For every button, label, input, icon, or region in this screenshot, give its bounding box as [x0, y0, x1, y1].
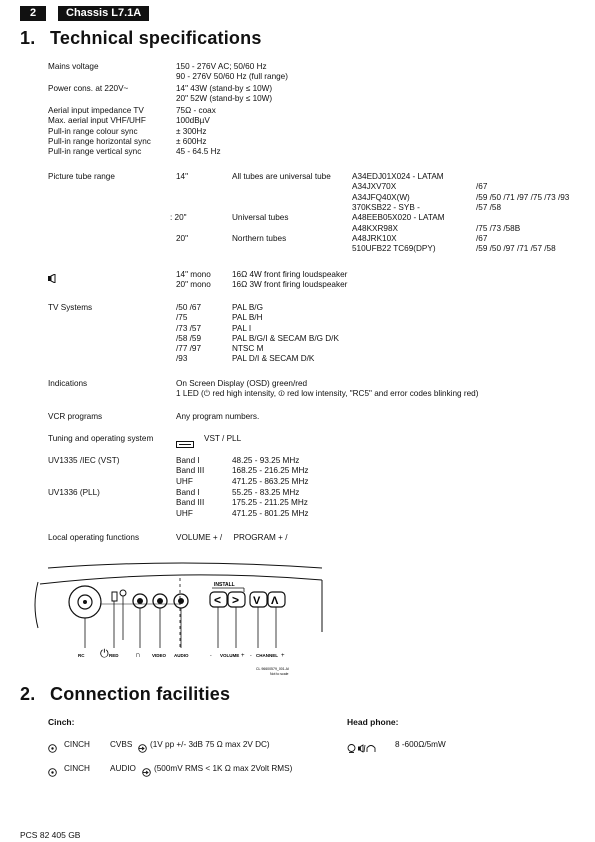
tube-cell-type: 370KSB22 - SYB -	[352, 202, 420, 212]
chassis-title: Chassis L7.1A	[58, 6, 149, 21]
tube-cell-variants: /59 /50 /97 /71 /57 /58	[476, 244, 556, 254]
uv1336-label: UV1336 (PLL)	[48, 488, 100, 497]
power-icon: ⏻	[100, 648, 109, 660]
local-ops-label: Local operating functions	[48, 533, 140, 542]
aerial-values: 75Ω - coax 100dBµV ± 300Hz ± 600Hz 45 - 64.5 Hz	[176, 106, 221, 157]
svg-text:V: V	[253, 595, 261, 607]
cinch-name: CINCH	[64, 764, 90, 773]
tube-cell-type: A34EDJ01X024 - LATAM	[352, 172, 444, 181]
front-panel-diagram	[30, 560, 330, 682]
vcr-label: VCR programs	[48, 412, 103, 421]
aerial-labels: Aerial input impedance TV Max. aerial input VHF/UHF Pull-in range colour sync Pull-in range horizontal sync Pull-in range vertical sync	[48, 106, 151, 157]
power-cons-value: 14" 43W (stand-by ≤ 10W) 20" 52W (stand-by ≤ 10W)	[176, 84, 273, 104]
cinch-spec: (1V pp +/- 3dB 75 Ω max 2V DC)	[150, 740, 270, 749]
diagram-ref: CL 96600579_001.AI	[256, 667, 289, 671]
cinch-jack-icon	[48, 740, 57, 758]
indications-values: On Screen Display (OSD) green/red 1 LED (⏻ red high intensity, ⏼ red low intensity, "RC5" and error codes blinking red)	[176, 379, 479, 399]
callout-video: VIDEO	[152, 653, 167, 658]
callout-volume: VOLUME	[220, 653, 240, 658]
tube-cell-type: 510UFB22 TC69(DPY)	[352, 244, 436, 254]
tube-cell-type: A34JXV70X	[352, 182, 397, 192]
section-number: 1.	[20, 28, 36, 48]
callout-channel: CHANNEL	[256, 653, 278, 658]
headphone-spec: 8 -600Ω/5mW	[395, 740, 446, 749]
headphone-heading: Head phone:	[347, 717, 399, 727]
tube-cell-type: A34JFQ40X(W)	[352, 192, 410, 202]
tube-cell-variants: /75 /73 /58B	[476, 223, 521, 233]
tube-cell-variants: /67	[476, 182, 488, 192]
cinch-name: CINCH	[64, 740, 90, 749]
tube-cell-size: : 20"	[170, 213, 187, 223]
tuning-value: VST / PLL	[204, 434, 242, 443]
power-cons-label: Power cons. at 220V~	[48, 84, 129, 93]
local-ops-value: VOLUME + / PROGRAM + /	[176, 533, 288, 542]
vcr-value: Any program numbers.	[176, 412, 260, 421]
cinch-spec: (500mV RMS < 1K Ω max 2Volt RMS)	[154, 764, 293, 773]
red-led	[120, 590, 126, 596]
tube-cell-variants: /59 /50 /71 /97 /75 /73 /93	[476, 192, 570, 202]
mains-voltage-value: 150 - 276V AC; 50/60 Hz 90 - 276V 50/60 Hz (full range)	[176, 62, 288, 82]
tube-cell-type: A48JRK10X	[352, 233, 397, 243]
uv1335-label: UV1335 /IEC (VST)	[48, 456, 120, 465]
tube-cell-type: A48EEB05X020 - LATAM	[352, 213, 445, 223]
tube-cell-type: A48KXR98X	[352, 223, 398, 233]
tuner-icon	[176, 435, 194, 453]
mains-voltage-label: Mains voltage	[48, 62, 99, 71]
tv-systems-codes: /50 /67 /75 /73 /57 /58 /59 /77 /97 /93	[176, 303, 202, 364]
footer-code: PCS 82 405 GB	[20, 830, 81, 840]
svg-text:>: >	[232, 593, 240, 607]
input-arrow-icon	[138, 740, 147, 758]
tube-cell-size: 20"	[176, 233, 189, 243]
page-number: 2	[20, 6, 46, 21]
cinch-signal: CVBS	[110, 740, 133, 749]
uv1336-ranges: 55.25 - 83.25 MHz 175.25 - 211.25 MHz 471.25 - 801.25 MHz	[232, 488, 309, 518]
section-title: Technical specifications	[50, 28, 262, 48]
tv-systems-names: PAL B/G PAL B/H PAL I PAL B/G/I & SECAM B/G D/K NTSC M PAL D/I & SECAM D/K	[232, 303, 339, 364]
tube-cell-variants: /57 /58	[476, 202, 502, 212]
tube-cell-variants: /67	[476, 233, 488, 243]
tube-cell-size: 14"	[176, 172, 189, 181]
tube-cell-desc: All tubes are universal tube	[232, 172, 331, 181]
rc-sensor	[112, 592, 117, 601]
input-arrow-icon	[142, 764, 151, 782]
diagram-scale-note: Not to scale	[270, 672, 289, 676]
uv1335-bands: Band I Band III UHF	[176, 456, 205, 486]
uv1335-ranges: 48.25 - 93.25 MHz 168.25 - 216.25 MHz 471.25 - 863.25 MHz	[232, 456, 309, 486]
tuning-label: Tuning and operating system	[48, 434, 154, 443]
section2-title: Connection facilities	[50, 684, 231, 704]
svg-text:<: <	[214, 593, 222, 607]
tube-cell-desc: Northern tubes	[232, 233, 287, 243]
speaker-sizes: 14" mono 20" mono	[176, 270, 211, 290]
cinch-heading: Cinch:	[48, 717, 75, 727]
uv1336-bands: Band I Band III UHF	[176, 488, 205, 518]
svg-text:-: -	[210, 653, 212, 659]
svg-text:+: +	[241, 653, 245, 659]
picture-tube-label: Picture tube range	[48, 172, 115, 181]
indications-label: Indications	[48, 379, 88, 388]
svg-text:-: -	[250, 653, 252, 659]
install-label: INSTALL	[214, 582, 235, 588]
speaker-descs: 16Ω 4W front firing loudspeaker 16Ω 3W front firing loudspeaker	[232, 270, 348, 290]
headphone-icon	[347, 740, 377, 758]
svg-text:Λ: Λ	[271, 595, 279, 607]
callout-audio: AUDIO	[174, 653, 189, 658]
speaker-icon	[48, 270, 58, 288]
tube-cell-desc: Universal tubes	[232, 213, 289, 223]
cinch-signal: AUDIO	[110, 764, 136, 773]
svg-text:+: +	[281, 653, 285, 659]
cinch-jack-icon	[48, 764, 57, 782]
tv-systems-label: TV Systems	[48, 303, 93, 312]
callout-red: RED	[109, 653, 119, 658]
section2-number: 2.	[20, 684, 36, 704]
headphone-icon: ∩	[135, 650, 141, 659]
callout-rc: RC	[78, 653, 85, 658]
